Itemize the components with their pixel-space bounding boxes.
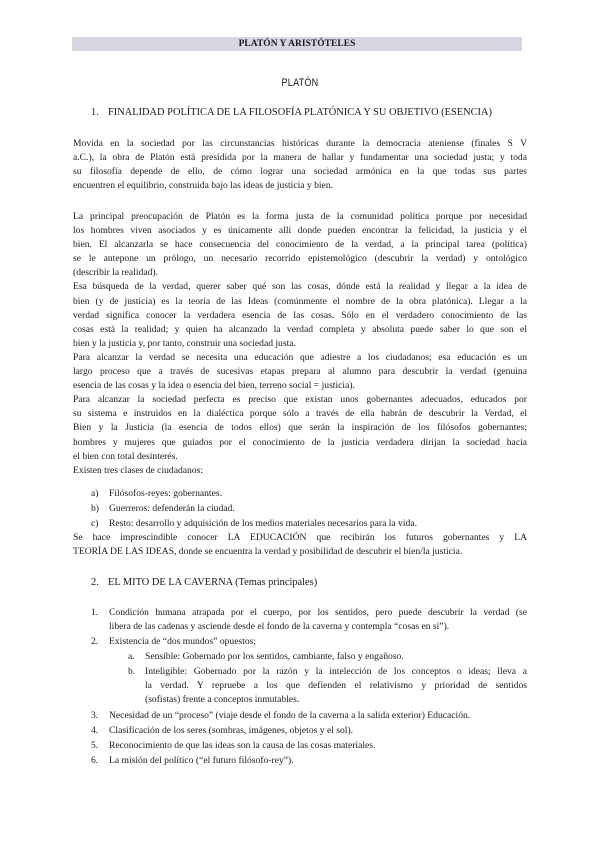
list-marker: 3. bbox=[91, 710, 99, 721]
text-line: los hombres viven asociados y es únicamente allí donde pueden encontrar la felicidad, la justicia y el bbox=[73, 225, 527, 237]
list-marker: a) bbox=[91, 488, 99, 499]
section-title: FINALIDAD POLÍTICA DE LA FILOSOFÍA PLATÓNICA Y SU OBJETIVO (ESENCIA) bbox=[108, 107, 492, 118]
list-item-text: (sofistas) frente a conceptos inmutables. bbox=[145, 694, 300, 706]
list-marker: 5. bbox=[91, 740, 99, 751]
list-item-text: Sensible: Gobernado por los sentidos, cambiante, falso y engañoso. bbox=[145, 651, 404, 662]
list-marker: b) bbox=[91, 503, 99, 514]
paragraph-body bbox=[73, 210, 527, 478]
list-item-text: Inteligible: Gobernado por la razón y la intelección de los conceptos o ideas; lleva a bbox=[145, 666, 527, 677]
list-marker: 4. bbox=[91, 725, 99, 736]
document-header bbox=[72, 37, 522, 51]
text-line: cosas está la realidad; y quien ha alcanzado la verdad completa y absoluta puede saber lo que son el bbox=[73, 323, 527, 335]
list-item-text: Resto: desarrollo y adquisición de los medios materiales necesarios para la vida. bbox=[109, 518, 417, 529]
text-line: bien (y de justicia) es la teoría de las Ideas (comúnmente el nombre de la obra platónica). Llegar a la bbox=[73, 295, 527, 307]
text-line: esencia de las cosas y la idea o esencia del bien, terreno social = justicia). bbox=[73, 380, 355, 392]
list-marker: a. bbox=[128, 651, 135, 662]
text-line: el bien con total desinterés. bbox=[73, 450, 178, 462]
list-marker: b. bbox=[128, 666, 136, 677]
text-line: hombres y mujeres que guiados por el conocimiento de la justicia verdadera dirijan la sociedad hacia bbox=[73, 436, 527, 448]
list-marker: c) bbox=[91, 518, 99, 529]
list-item-text: la verdad. Y repruebe a los que defienden el relativismo y prioridad de sentidos bbox=[145, 680, 527, 692]
paragraph-intro bbox=[73, 137, 527, 193]
text-line: su sistema e instruidos en la dialéctica porque sólo a través de ella habrán de descubrir la Verdad, el bbox=[73, 408, 527, 420]
list-marker: 2. bbox=[91, 636, 99, 647]
text-line: Para alcanzar la sociedad perfecta es preciso que existan unos gobernantes adecuados, educados por bbox=[73, 394, 527, 406]
text-line: La principal preocupación de Platón es la forma justa de la comunidad política porque por necesidad bbox=[73, 211, 527, 222]
list-item-text: libera de las cadenas y asciende desde el fondo de la caverna y contempla “cosas en sí”). bbox=[109, 621, 450, 633]
text-line: bien. El alcanzarla se hace consecuencia del conocimiento de la verdad, a la principal tarea (política) bbox=[73, 239, 527, 251]
text-line: Movida en la sociedad por las circunstancias históricas durante la democracia ateniense (finales S V bbox=[73, 138, 527, 149]
text-line: Se hace imprescindible conocer LA EDUCACIÓN que recibirán los futuros gobernantes y LA bbox=[73, 532, 527, 543]
list-item-text: Guerreros: defenderán la ciudad. bbox=[109, 503, 235, 514]
list-item-text: Reconocimiento de que las ideas son la causa de las cosas materiales. bbox=[109, 740, 376, 751]
paragraph-conclusion bbox=[73, 531, 527, 559]
section-heading-1 bbox=[91, 106, 492, 120]
text-line: Para alcanzar la verdad se necesita una educación que adiestre a los ciudadanos; esa educación es un bbox=[73, 351, 527, 363]
text-line: su filosofía depende de ello, de cómo lograr una sociedad armónica en la que todas sus partes bbox=[73, 166, 527, 178]
list-item-text: Condición humana atrapada por el cuerpo, por los sentidos, pero puede descubrir la verdad (se bbox=[109, 607, 527, 618]
section-heading-2 bbox=[91, 576, 317, 590]
list-marker: 1. bbox=[91, 607, 99, 618]
section-number: 2. bbox=[91, 577, 99, 588]
text-line: verdad significa conocer la verdadera esencia de las cosas. Sólo en el verdadero conocimiento de las bbox=[73, 309, 527, 321]
text-line: Existen tres clases de ciudadanos: bbox=[73, 464, 204, 476]
text-line: se le antepone un prólogo, un necesario recorrido epistemológico (descubrir la verdad) y ontológico bbox=[73, 253, 527, 265]
text-line: TEORÍA DE LAS IDEAS, donde se encuentra la verdad y posibilidad de descubrir el bien/la justicia. bbox=[73, 546, 463, 558]
list-item-text: Clasificación de los seres (sombras, imágenes, objetos y el sol). bbox=[109, 725, 354, 736]
section-number: 1. bbox=[91, 107, 99, 118]
section-title: EL MITO DE LA CAVERNA (Temas principales) bbox=[108, 577, 318, 588]
list-item-text: La misión del político (“el futuro filósofo-rey”). bbox=[109, 755, 294, 766]
text-line: a.C.), la obra de Platón está presidida por la manera de hallar y fundamentar una sociedad justa; y toda bbox=[73, 152, 527, 164]
list-item-text: Filósofos-reyes: gobernantes. bbox=[109, 488, 222, 499]
list-item-text: Existencia de “dos mundos” opuestos; bbox=[109, 636, 257, 647]
header-title: PLATÓN Y ARISTÓTELES bbox=[238, 39, 356, 49]
text-line: (describir la realidad). bbox=[73, 267, 158, 279]
text-line: Esa búsqueda de la verdad, querer saber qué son las cosas, dónde está la realidad y llegar a la idea de bbox=[73, 281, 527, 293]
text-line: Bien y la Justicia (la esencia de todos ellos) que serán la inspiración de los filósofos gobernantes; bbox=[73, 422, 527, 434]
list-marker: 6. bbox=[91, 755, 99, 766]
page-subtitle: PLATÓN bbox=[281, 77, 319, 89]
text-line: largo proceso que a través de sucesivas etapas prepara al alumno para descubrir la verdad (genuina bbox=[73, 366, 527, 378]
list-item-text: Necesidad de un “proceso” (viaje desde el fondo de la caverna a la salida exterior) Educación. bbox=[109, 710, 471, 721]
text-line: encuentren el equilibrio, construida bajo las ideas de justicia y bien. bbox=[73, 180, 334, 192]
text-line: bien y la justicia y, por tanto, construir una sociedad justa. bbox=[73, 337, 296, 349]
